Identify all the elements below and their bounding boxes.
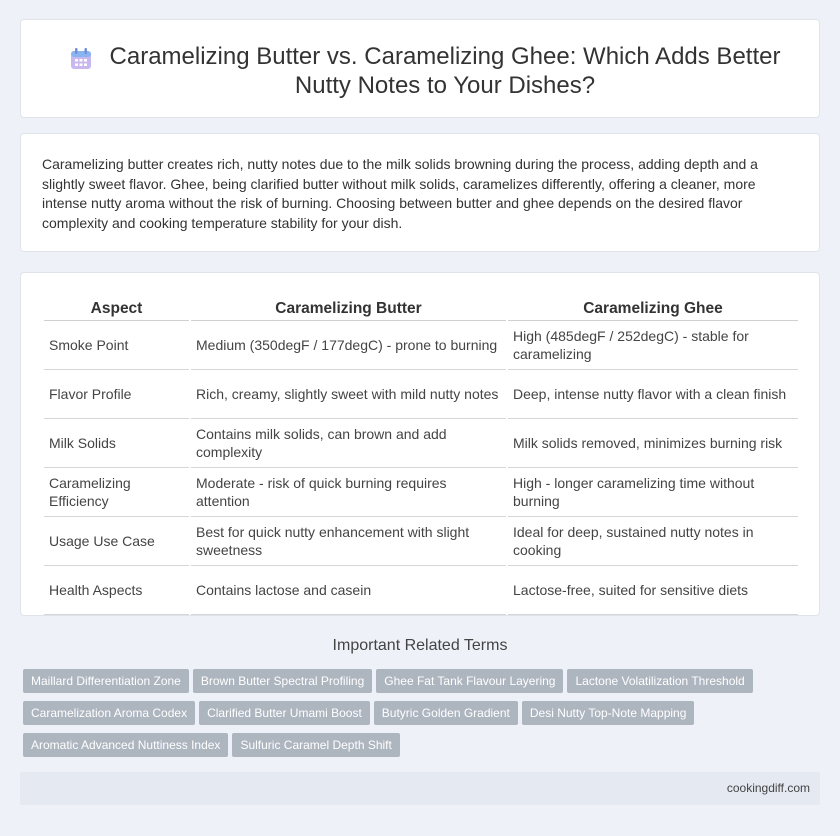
related-term-tag[interactable]: Aromatic Advanced Nuttiness Index <box>23 733 228 757</box>
related-term-tag[interactable]: Sulfuric Caramel Depth Shift <box>232 733 399 757</box>
related-term-tag[interactable]: Caramelization Aroma Codex <box>23 701 195 725</box>
comparison-table <box>42 295 800 615</box>
cell-aspect: Smoke Point <box>44 321 189 370</box>
cell-ghee: High (485degF / 252degC) - stable for caramelizing <box>508 321 798 370</box>
cell-aspect: Caramelizing Efficiency <box>44 468 189 517</box>
related-terms-tags <box>23 669 783 765</box>
cell-ghee: Ideal for deep, sustained nutty notes in cooking <box>508 517 798 566</box>
header-butter: Caramelizing Butter <box>191 295 506 321</box>
page-title: Caramelizing Butter vs. Caramelizing Ghee: Which Adds Better Nutty Notes to Your Dishes? <box>109 43 781 99</box>
footer-site-link[interactable]: cookingdiff.com <box>726 781 810 795</box>
cell-aspect: Flavor Profile <box>44 370 189 419</box>
cell-butter: Contains milk solids, can brown and add complexity <box>191 419 506 468</box>
related-term-tag[interactable]: Ghee Fat Tank Flavour Layering <box>376 669 563 693</box>
table-header-row <box>44 295 798 321</box>
cell-ghee: Lactose-free, suited for sensitive diets <box>508 566 798 615</box>
cell-butter: Moderate - risk of quick burning requires attention <box>191 468 506 517</box>
table-row <box>44 370 798 419</box>
header-aspect: Aspect <box>44 295 189 321</box>
related-term-tag[interactable]: Desi Nutty Top-Note Mapping <box>522 701 695 725</box>
table-row <box>44 517 798 566</box>
cell-ghee: High - longer caramelizing time without burning <box>508 468 798 517</box>
table-row <box>44 566 798 615</box>
cell-butter: Contains lactose and casein <box>191 566 506 615</box>
cell-aspect: Usage Use Case <box>44 517 189 566</box>
table-row <box>44 321 798 370</box>
tag-row <box>23 701 783 733</box>
table-row <box>44 468 798 517</box>
related-term-tag[interactable]: Clarified Butter Umami Boost <box>199 701 370 725</box>
cell-butter: Rich, creamy, slightly sweet with mild nutty notes <box>191 370 506 419</box>
table-row <box>44 419 798 468</box>
related-term-tag[interactable]: Butyric Golden Gradient <box>374 701 518 725</box>
cell-aspect: Health Aspects <box>44 566 189 615</box>
related-terms-heading: Important Related Terms <box>332 637 508 654</box>
header-ghee: Caramelizing Ghee <box>508 295 798 321</box>
cell-ghee: Deep, intense nutty flavor with a clean finish <box>508 370 798 419</box>
intro-card <box>20 133 820 252</box>
cell-butter: Medium (350degF / 177degC) - prone to burning <box>191 321 506 370</box>
cell-ghee: Milk solids removed, minimizes burning risk <box>508 419 798 468</box>
related-term-tag[interactable]: Maillard Differentiation Zone <box>23 669 189 693</box>
tag-row <box>23 733 783 765</box>
footer <box>20 772 820 805</box>
title-card <box>20 19 820 118</box>
related-term-tag[interactable]: Brown Butter Spectral Profiling <box>193 669 372 693</box>
cell-butter: Best for quick nutty enhancement with slight sweetness <box>191 517 506 566</box>
intro-text: Caramelizing butter creates rich, nutty notes due to the milk solids browning during the process, adding depth and a slightly sweet flavor. Ghee, being clarified butter without milk solids, caramelizes differently, offering a cleaner, more intense nutty aroma without the risk of burning. Choosing between butter and ghee depends on the desired flavor complexity and cooking temperature stability for your dish. <box>42 156 758 231</box>
related-term-tag[interactable]: Lactone Volatilization Threshold <box>567 669 752 693</box>
cell-aspect: Milk Solids <box>44 419 189 468</box>
tag-row <box>23 669 783 701</box>
comparison-card <box>20 272 820 616</box>
